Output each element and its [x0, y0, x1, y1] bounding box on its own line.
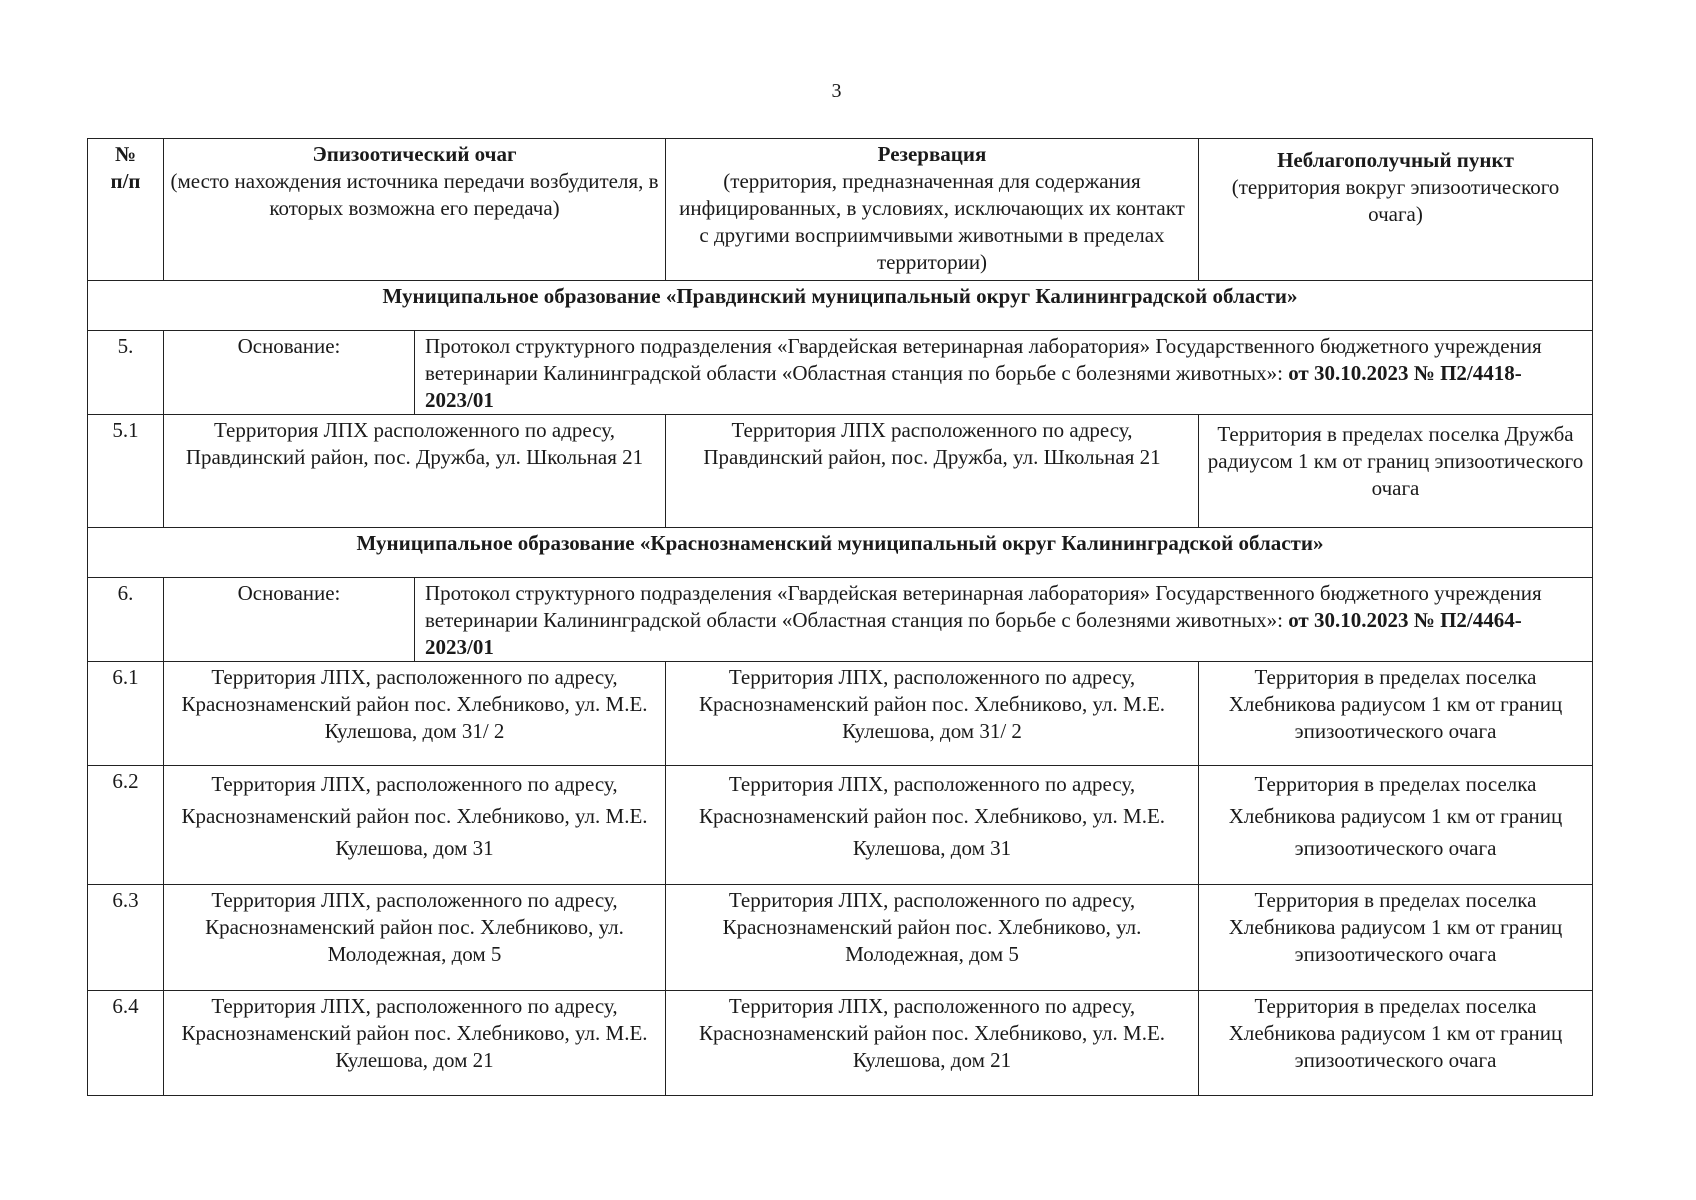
row-focus: Территория ЛПХ, расположенного по адресу, Краснознаменский район пос. Хлебниково, ул. М.Е. Кулешова, дом 21	[164, 991, 666, 1096]
basis-num: 6.	[88, 578, 164, 662]
row-area: Территория в пределах поселка Хлебникова радиусом 1 км от границ эпизоотического очага	[1199, 991, 1593, 1096]
header-row	[88, 139, 1593, 281]
row-focus: Территория ЛПХ, расположенного по адресу, Краснознаменский район пос. Хлебниково, ул. М.Е. Кулешова, дом 31	[164, 766, 666, 885]
basis-label: Основание:	[164, 331, 415, 415]
basis-num: 5.	[88, 331, 164, 415]
section-title-row	[88, 281, 1593, 331]
table-row	[88, 991, 1593, 1096]
basis-row	[88, 578, 1593, 662]
header-area-title: Неблагополучный пункт	[1277, 148, 1514, 172]
row-reservation: Территория ЛПХ, расположенного по адресу, Краснознаменский район пос. Хлебниково, ул. М.Е. Кулешова, дом 31	[666, 766, 1199, 885]
table-row	[88, 766, 1593, 885]
zones-table	[87, 138, 1593, 1096]
header-reservation-title: Резервация	[877, 142, 987, 166]
header-area-sub: (территория вокруг эпизоотического очага)	[1231, 175, 1560, 226]
basis-text	[415, 578, 1593, 662]
basis-ref: от 30.10.2023 № П2/4464-2023/01	[425, 608, 1522, 659]
header-focus	[164, 139, 666, 281]
row-num: 6.4	[88, 991, 164, 1096]
basis-body: Протокол структурного подразделения «Гвардейская ветеринарная лаборатория» Государственного бюджетного учреждения ветеринарии Калининградской области «Областная станция по борьбе с болезнями животных»:	[425, 581, 1542, 632]
header-focus-title: Эпизоотический очаг	[312, 142, 517, 166]
header-num-text: № п/п	[110, 142, 141, 193]
row-reservation: Территория ЛПХ расположенного по адресу, Правдинский район, пос. Дружба, ул. Школьная 21	[666, 415, 1199, 528]
basis-row	[88, 331, 1593, 415]
row-focus: Территория ЛПХ расположенного по адресу, Правдинский район, пос. Дружба, ул. Школьная 21	[164, 415, 666, 528]
basis-body: Протокол структурного подразделения «Гвардейская ветеринарная лаборатория» Государственного бюджетного учреждения ветеринарии Калининградской области «Областная станция по борьбе с болезнями животных»:	[425, 334, 1542, 385]
header-focus-sub: (место нахождения источника передачи возбудителя, в которых возможна его передача)	[170, 169, 659, 220]
basis-label: Основание:	[164, 578, 415, 662]
row-num: 5.1	[88, 415, 164, 528]
row-area: Территория в пределах поселка Хлебникова радиусом 1 км от границ эпизоотического очага	[1199, 766, 1593, 885]
row-reservation: Территория ЛПХ, расположенного по адресу, Краснознаменский район пос. Хлебниково, ул. М.Е. Кулешова, дом 31/ 2	[666, 662, 1199, 766]
header-reservation	[666, 139, 1199, 281]
section-title: Муниципальное образование «Краснознаменский муниципальный округ Калининградской области»	[88, 528, 1593, 578]
basis-ref: от 30.10.2023 № П2/4418-2023/01	[425, 361, 1522, 412]
section-title-row	[88, 528, 1593, 578]
row-reservation: Территория ЛПХ, расположенного по адресу, Краснознаменский район пос. Хлебниково, ул. Молодежная, дом 5	[666, 885, 1199, 991]
header-reservation-sub: (территория, предназначенная для содержания инфицированных, в условиях, исключающих их контакт с другими восприимчивыми животными в пределах территории)	[679, 169, 1185, 274]
table-row	[88, 415, 1593, 528]
header-num	[88, 139, 164, 281]
row-reservation: Территория ЛПХ, расположенного по адресу, Краснознаменский район пос. Хлебниково, ул. М.Е. Кулешова, дом 21	[666, 991, 1199, 1096]
row-num: 6.3	[88, 885, 164, 991]
row-num: 6.2	[88, 766, 164, 885]
row-area: Территория в пределах поселка Хлебникова радиусом 1 км от границ эпизоотического очага	[1199, 885, 1593, 991]
row-area: Территория в пределах поселка Дружба радиусом 1 км от границ эпизоотического очага	[1199, 415, 1593, 528]
section-title: Муниципальное образование «Правдинский муниципальный округ Калининградской области»	[88, 281, 1593, 331]
table-row	[88, 662, 1593, 766]
row-focus: Территория ЛПХ, расположенного по адресу, Краснознаменский район пос. Хлебниково, ул. М.Е. Кулешова, дом 31/ 2	[164, 662, 666, 766]
row-area: Территория в пределах поселка Хлебникова радиусом 1 км от границ эпизоотического очага	[1199, 662, 1593, 766]
table-row	[88, 885, 1593, 991]
header-area	[1199, 139, 1593, 281]
row-num: 6.1	[88, 662, 164, 766]
row-focus: Территория ЛПХ, расположенного по адресу, Краснознаменский район пос. Хлебниково, ул. Молодежная, дом 5	[164, 885, 666, 991]
page-number: 3	[831, 80, 842, 102]
basis-text	[415, 331, 1593, 415]
